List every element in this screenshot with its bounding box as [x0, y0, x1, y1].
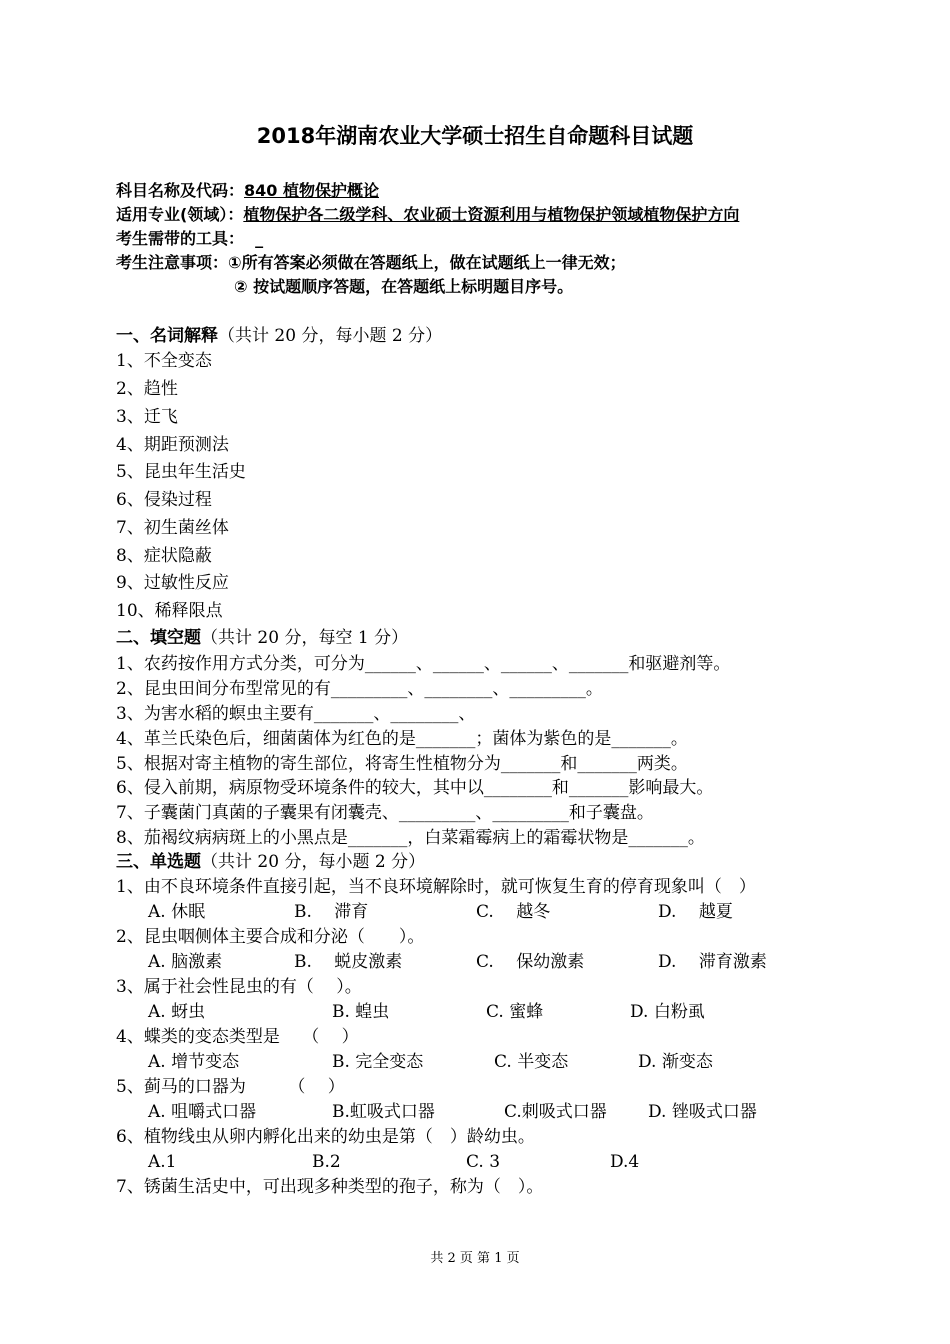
question: 7、锈菌生活史中，可出现多种类型的孢子，称为（ ）。: [116, 1177, 544, 1197]
option: B. 蝗虫: [332, 1002, 390, 1022]
tools-label: 考生需带的工具：: [116, 229, 245, 248]
list-item: 9、过敏性反应: [116, 573, 229, 593]
option: C. 保幼激素: [476, 952, 585, 972]
option: A. 增节变态: [148, 1052, 240, 1072]
page-footer: 共 2 页 第 1 页: [430, 1251, 520, 1266]
option: A. 蚜虫: [148, 1002, 206, 1022]
question: 4、蝶类的变态类型是 （ ）: [116, 1027, 359, 1047]
section3-heading: [116, 851, 425, 873]
major-value: 植物保护各二级学科、农业硕士资源利用与植物保护领域植物保护方向: [243, 205, 740, 224]
option: B. 完全变态: [332, 1052, 424, 1072]
notice-1: ①所有答案必须做在答题纸上，做在试题纸上一律无效；: [228, 253, 626, 272]
section2-heading: [116, 627, 408, 649]
list-item: 3、迁飞: [116, 407, 178, 427]
option: D. 越夏: [658, 902, 733, 922]
option: B. 蜕皮激素: [294, 952, 403, 972]
notice-row: [116, 250, 626, 273]
notice-2: ② 按试题顺序答题，在答题纸上标明题目序号。: [234, 277, 574, 296]
question: 3、属于社会性昆虫的有（ ）。: [116, 977, 362, 997]
question: 2、昆虫咽侧体主要合成和分泌（ ）。: [116, 927, 425, 947]
list-item: 7、初生菌丝体: [116, 518, 229, 538]
option: D. 白粉虱: [630, 1002, 705, 1022]
fill-item: 8、茄褐纹病病斑上的小黑点是_______，白菜霜霉病上的霜霉状物是_______。: [116, 828, 705, 848]
tools-row: [116, 226, 263, 249]
option: C. 3: [466, 1152, 501, 1172]
option: D.4: [610, 1152, 640, 1172]
major-row: [116, 202, 739, 225]
section1-heading: [116, 325, 442, 347]
fill-item: 6、侵入前期，病原物受环境条件的较大，其中以________和_______影响最大。: [116, 778, 714, 798]
option: A. 脑激素: [148, 952, 223, 972]
option: A. 咀嚼式口器: [148, 1102, 257, 1122]
list-item: 2、趋性: [116, 379, 178, 399]
fill-item: 1、农药按作用方式分类，可分为______、______、______、_______和驱避剂等。: [116, 654, 731, 674]
option: C. 越冬: [476, 902, 551, 922]
option: B.2: [312, 1152, 341, 1172]
fill-item: 7、子囊菌门真菌的子囊果有闭囊壳、_________、_________和子囊盘。: [116, 803, 654, 823]
option: C. 半变态: [494, 1052, 569, 1072]
section3-title: 三、单选题: [116, 852, 201, 872]
question: 6、植物线虫从卵内孵化出来的幼虫是第（ ）龄幼虫。: [116, 1127, 535, 1147]
option: D. 渐变态: [638, 1052, 713, 1072]
page-title: 2018年湖南农业大学硕士招生自命题科目试题: [256, 124, 694, 148]
tools-value: _: [255, 229, 264, 248]
list-item: 10、稀释限点: [116, 601, 223, 621]
list-item: 5、昆虫年生活史: [116, 462, 246, 482]
section3-note: （共计 20 分，每小题 2 分）: [201, 852, 426, 872]
list-item: 4、期距预测法: [116, 435, 229, 455]
option: B.虹吸式口器: [332, 1102, 435, 1122]
question: 1、由不良环境条件直接引起，当不良环境解除时，就可恢复生育的停育现象叫（ ）: [116, 877, 756, 897]
subject-label: 科目名称及代码：: [116, 181, 245, 200]
section1-title: 一、名词解释: [116, 326, 218, 346]
option: A. 休眠: [148, 902, 206, 922]
subject-row: [116, 178, 379, 201]
list-item: 6、侵染过程: [116, 490, 212, 510]
option: C. 蜜蜂: [486, 1002, 544, 1022]
section2-title: 二、填空题: [116, 628, 201, 648]
major-label: 适用专业(领域）：: [116, 205, 244, 224]
fill-item: 3、为害水稻的螟虫主要有_______、________、: [116, 704, 476, 724]
fill-item: 4、革兰氏染色后，细菌菌体为红色的是_______；菌体为紫色的是_______。: [116, 729, 688, 749]
option: D. 滞育激素: [658, 952, 767, 972]
option: A.1: [148, 1152, 177, 1172]
subject-value: 840 植物保护概论: [244, 181, 379, 200]
option: C.刺吸式口器: [504, 1102, 607, 1122]
option: B. 滞育: [294, 902, 369, 922]
list-item: 8、症状隐蔽: [116, 546, 212, 566]
section2-note: （共计 20 分，每空 1 分）: [201, 628, 409, 648]
fill-item: 5、根据对寄主植物的寄生部位，将寄生性植物分为_______和_______两类。: [116, 754, 688, 774]
option: D. 锉吸式口器: [648, 1102, 757, 1122]
notice-label: 考生注意事项：: [116, 253, 229, 272]
fill-item: 2、昆虫田间分布型常见的有_________、________、_________。: [116, 679, 603, 699]
question: 5、蓟马的口器为 （ ）: [116, 1077, 345, 1097]
list-item: 1、不全变态: [116, 351, 212, 371]
section1-note: （共计 20 分，每小题 2 分）: [218, 326, 443, 346]
